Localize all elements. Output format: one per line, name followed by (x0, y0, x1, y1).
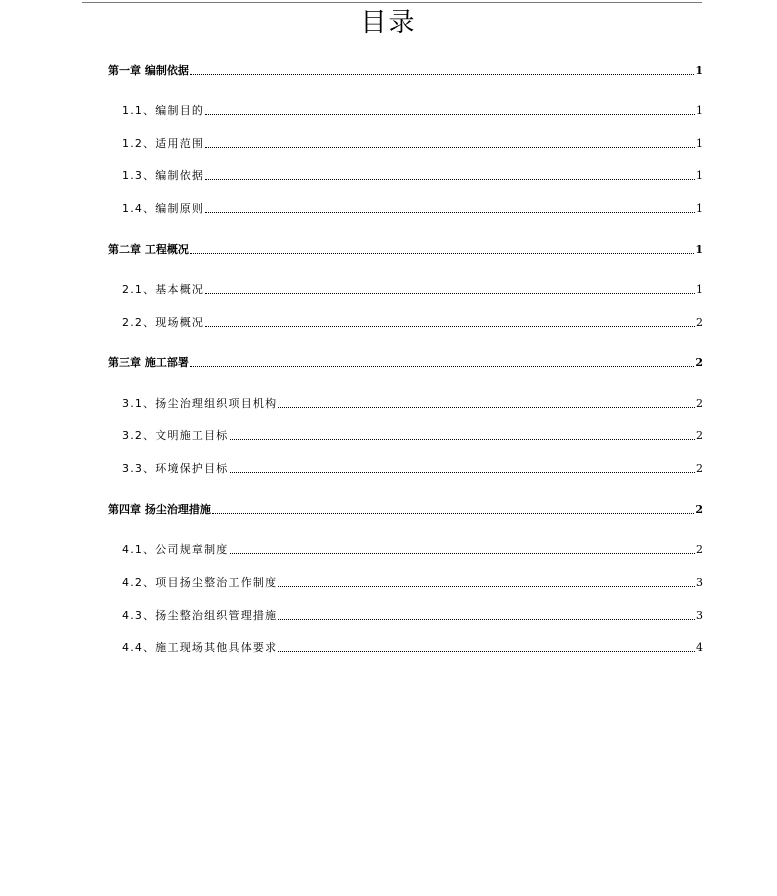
toc-section-4-4[interactable] (122, 639, 703, 655)
dot-leader (278, 586, 695, 587)
toc-chapter-1[interactable] (108, 62, 703, 78)
toc-section-4-1[interactable] (122, 541, 703, 557)
toc-entry-page: 1 (695, 64, 703, 77)
toc-entry-label: 1.4、编制原则 (122, 202, 205, 215)
toc-section-3-3[interactable] (122, 460, 703, 476)
dot-leader (190, 253, 695, 254)
toc-entry-page: 3 (696, 576, 703, 589)
toc-title: 目录 (360, 8, 417, 38)
toc-entry-label: 第二章 工程概况 (108, 243, 189, 256)
toc-entry-label: 第三章 施工部署 (108, 356, 189, 369)
toc-entry-label: 4.2、项目扬尘整治工作制度 (122, 576, 278, 589)
toc-section-1-1[interactable] (122, 102, 703, 118)
dot-leader (190, 366, 695, 367)
toc-entry-label: 1.3、编制依据 (122, 169, 205, 182)
toc-entry-page: 2 (696, 462, 703, 475)
toc-section-3-2[interactable] (122, 427, 703, 443)
toc-entry-label: 4.1、公司规章制度 (122, 543, 229, 556)
dot-leader (205, 179, 695, 180)
toc-entry-page: 4 (696, 641, 703, 654)
toc-section-2-1[interactable] (122, 281, 703, 297)
toc-section-1-2[interactable] (122, 135, 703, 151)
toc-entry-page: 2 (696, 429, 703, 442)
dot-leader (205, 293, 695, 294)
toc-entry-page: 3 (696, 609, 703, 622)
toc-entry-label: 第一章 编制依据 (108, 64, 189, 77)
toc-entry-label: 2.2、现场概况 (122, 316, 205, 329)
toc-entry-label: 2.1、基本概况 (122, 283, 205, 296)
toc-entry-label: 第四章 扬尘治理措施 (108, 503, 211, 516)
toc-entry-page: 1 (696, 137, 703, 150)
toc-section-1-4[interactable] (122, 200, 703, 216)
dot-leader (205, 326, 695, 327)
dot-leader (212, 513, 695, 514)
dot-leader (278, 407, 695, 408)
dot-leader (230, 472, 696, 473)
toc-entry-label: 4.4、施工现场其他具体要求 (122, 641, 278, 654)
toc-entry-label: 1.1、编制目的 (122, 104, 205, 117)
toc-chapter-3[interactable] (108, 354, 703, 370)
toc-entry-page: 1 (695, 243, 703, 256)
dot-leader (205, 114, 695, 115)
toc-section-1-3[interactable] (122, 167, 703, 183)
toc-entry-page: 2 (696, 397, 703, 410)
toc-entry-label: 3.3、环境保护目标 (122, 462, 229, 475)
toc-section-4-3[interactable] (122, 607, 703, 623)
toc-entry-page: 1 (696, 202, 703, 215)
toc-entry-page: 2 (695, 356, 703, 369)
dot-leader (230, 439, 696, 440)
toc-entry-page: 2 (696, 316, 703, 329)
toc-entry-label: 3.2、文明施工目标 (122, 429, 229, 442)
toc-entry-page: 2 (696, 543, 703, 556)
dot-leader (278, 651, 695, 652)
toc-entry-page: 2 (695, 503, 703, 516)
toc-section-2-2[interactable] (122, 314, 703, 330)
toc-section-3-1[interactable] (122, 395, 703, 411)
dot-leader (278, 619, 695, 620)
toc-chapter-2[interactable] (108, 241, 703, 257)
toc-entry-page: 1 (696, 104, 703, 117)
toc-entry-label: 3.1、扬尘治理组织项目机构 (122, 397, 278, 410)
toc-entry-label: 4.3、扬尘整治组织管理措施 (122, 609, 278, 622)
toc-chapter-4[interactable] (108, 501, 703, 517)
toc-section-4-2[interactable] (122, 574, 703, 590)
toc-entry-label: 1.2、适用范围 (122, 137, 205, 150)
dot-leader (190, 74, 695, 75)
toc-entry-page: 1 (696, 169, 703, 182)
dot-leader (230, 553, 696, 554)
dot-leader (205, 212, 695, 213)
dot-leader (205, 147, 695, 148)
toc-entry-page: 1 (696, 283, 703, 296)
